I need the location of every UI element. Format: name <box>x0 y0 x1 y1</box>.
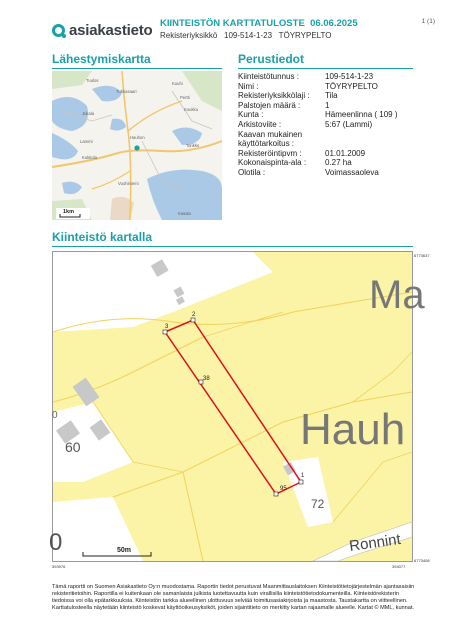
logo-text: asiakastieto <box>69 22 153 39</box>
marker-label: 38 <box>203 376 210 382</box>
info-value: 1 <box>325 100 330 110</box>
coord-bottom-mid: 394077 <box>392 564 406 569</box>
info-row <box>238 82 418 92</box>
subtitle-id: 109-514-1-23 <box>224 31 273 40</box>
approach-map-title: Lähestymiskartta <box>52 52 151 66</box>
boundary-marker <box>274 492 278 496</box>
place-label: Kuuhi <box>172 81 183 86</box>
property-map-rule <box>52 246 413 247</box>
info-label: Palstojen määrä : <box>238 100 301 110</box>
info-label: Kiinteistötunnus : <box>238 72 299 81</box>
report-title <box>160 18 358 29</box>
area-label: Ma <box>369 273 425 317</box>
info-label: Nimi : <box>238 81 259 91</box>
place-label: Jukala <box>82 111 95 116</box>
coord-bottom-left: 393976 <box>52 564 66 569</box>
boundary-marker <box>191 318 195 322</box>
place-label: Tuulos <box>86 78 99 83</box>
property-map-title: Kiinteistö kartalla <box>52 230 153 244</box>
info-row <box>238 130 418 149</box>
info-value: TÖYRYPELTO <box>325 81 378 91</box>
scale-label: 1km <box>63 209 75 215</box>
place-label: Koukka <box>184 107 198 112</box>
boundary-marker <box>299 480 303 484</box>
info-row <box>238 120 418 130</box>
coord-bottom-right: 6773408 <box>414 558 430 563</box>
house-number: 72 <box>311 497 325 511</box>
place-label: Vuohiniemi <box>118 181 139 186</box>
disclaimer-text: Tämä raportti on Suomen Asiakastieto Oy:n muodostama. Raportin tiedot perustuvat Maanmittauslaitoksen Kiinteistötietojärjestelmän ajantasaisiin rekisteritietoihin. Raportilla ei kuitenkaan ole samanlaista julkista luotettavuutta kuin virallisilla kiinteistötietodokumenteilla. Kiinteistörekisterin tiedoissa voi olla epätarkkuuksia. Kiinteistön tarkka alueellinen ulottuvuus selviää toimitusasiakirjoista ja maastosta. Taustakartta on viitteellinen. Karttatulosteella näytetään kiinteistö koskevat käyttöoikeusyksiköt, joiden sijaintitieto on merkitty kartan rajaamalle alueelle. Kartat © MML, kunnat. <box>52 584 415 611</box>
marker-label: 3 <box>165 324 169 330</box>
edge-number: 0 <box>52 410 58 421</box>
info-value: 0.27 ha <box>325 158 352 168</box>
info-row <box>238 72 418 82</box>
place-label: Lammi <box>80 139 93 144</box>
info-value: 01.01.2009 <box>325 148 366 158</box>
place-label: Kukkola <box>82 155 97 160</box>
coord-top-right: 6773637 <box>414 253 430 258</box>
info-row <box>238 101 418 111</box>
house-number: 60 <box>65 439 81 455</box>
info-value: 109-514-1-23 <box>325 72 374 81</box>
info-label: Rekisteröintipvm : <box>238 148 302 158</box>
subtitle-name: TÖYRYPELTO <box>278 31 332 40</box>
info-row <box>238 168 418 178</box>
basic-info-title: Perustiedot <box>238 52 305 66</box>
page-number: 1 (1) <box>421 18 435 25</box>
info-label: Olotila : <box>238 167 266 177</box>
place-label: Kasala <box>178 211 191 216</box>
info-value: Hämeenlinna ( 109 ) <box>325 110 398 120</box>
place-label: Pertti <box>180 95 190 100</box>
report-subtitle <box>160 31 332 40</box>
info-row <box>238 110 418 120</box>
info-label: Kokonaispinta-ala : <box>238 158 307 168</box>
info-row <box>238 91 418 101</box>
house-number: 0 <box>49 529 63 556</box>
place-label: Torikko <box>186 143 200 148</box>
info-row <box>238 149 418 159</box>
basic-info-rule <box>238 68 413 69</box>
basic-info-table <box>238 72 418 178</box>
info-value: Voimassaoleva <box>325 167 379 177</box>
info-row <box>238 158 418 168</box>
marker-label: 1 <box>301 473 305 479</box>
report-date: 06.06.2025 <box>310 18 358 29</box>
info-value: Tila <box>325 91 338 101</box>
info-value: 5:67 (Lammi) <box>325 119 373 129</box>
approach-map-rule <box>52 68 222 69</box>
scale-label: 50m <box>117 547 132 554</box>
area-label: Hauh <box>300 405 406 454</box>
road-name-label: Ronnint <box>348 530 402 555</box>
subtitle-label: Rekisteriyksikkö <box>160 31 218 40</box>
marker-label: 2 <box>192 312 196 318</box>
info-label: Kaavan mukainen käyttötarkoitus : <box>238 129 303 149</box>
location-marker <box>134 145 139 150</box>
info-value <box>325 130 418 149</box>
boundary-marker <box>163 330 167 334</box>
logo-icon <box>52 24 65 37</box>
company-logo <box>52 22 152 39</box>
place-label: Hauhon <box>130 135 145 140</box>
info-label: Arkistoviite : <box>238 119 282 129</box>
info-label: Kunta : <box>238 110 264 120</box>
approach-map[interactable] <box>52 71 222 220</box>
place-label: Tuhkasaari <box>116 89 137 94</box>
report-title-text: KIINTEISTÖN KARTTATULOSTE <box>160 18 305 29</box>
info-label: Rekisteriyksikkölaji : <box>238 91 310 101</box>
marker-label: 95 <box>280 486 287 492</box>
